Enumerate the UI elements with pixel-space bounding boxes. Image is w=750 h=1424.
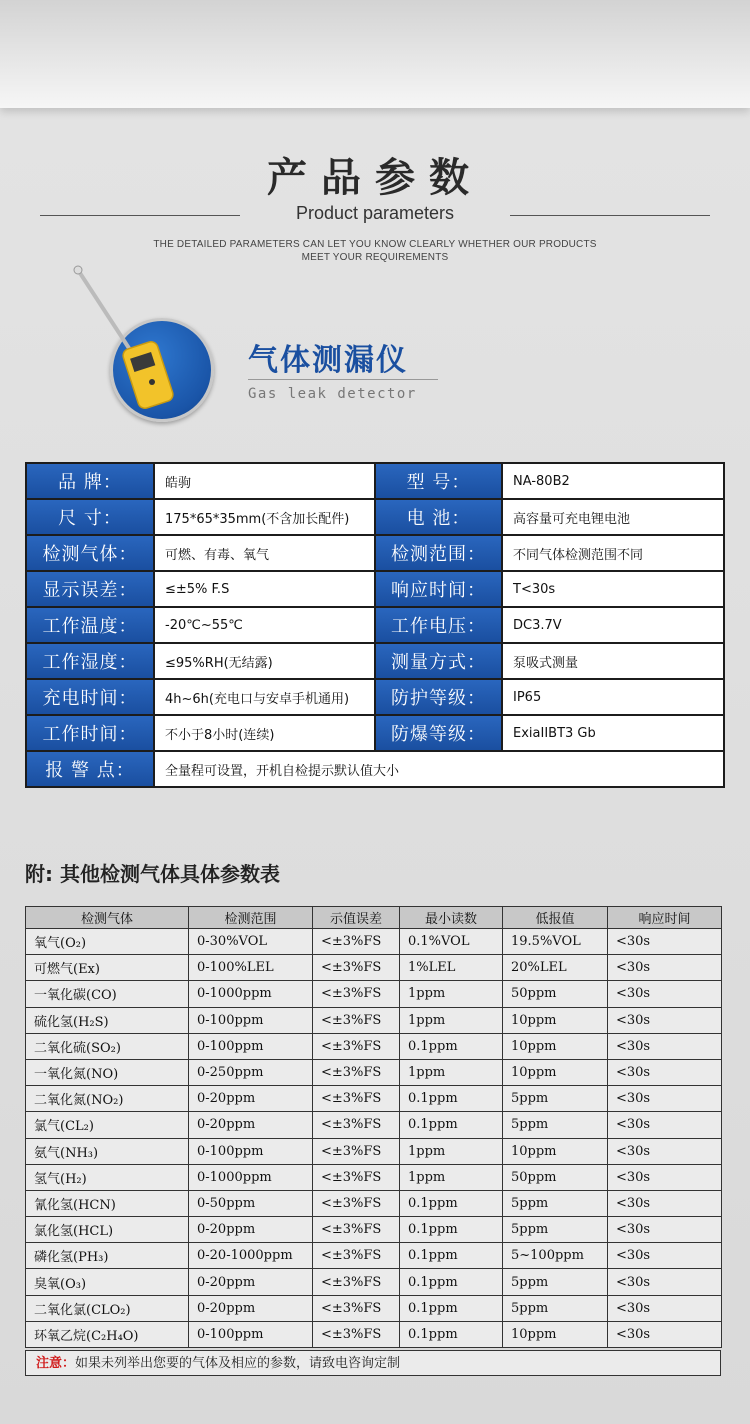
table-cell: <30s [608, 1007, 722, 1033]
spec-value: ≤95%RH(无结露) [154, 643, 375, 679]
table-cell: 0.1ppm [400, 1190, 503, 1216]
spec-label: 报 警 点： [26, 751, 154, 787]
spec-label: 工作电压： [375, 607, 502, 643]
table-cell: 0-20ppm [189, 1112, 313, 1138]
table-cell: 0.1ppm [400, 1321, 503, 1347]
spec-value: NA-80B2 [502, 463, 724, 499]
subtitle-line-1: THE DETAILED PARAMETERS CAN LET YOU KNOW CLEARLY WHETHER OUR PRODUCTS [153, 239, 597, 250]
table-cell: <±3%FS [313, 1007, 400, 1033]
table-cell: 0-30%VOL [189, 929, 313, 955]
table-cell: 0.1ppm [400, 1269, 503, 1295]
table-cell: 环氧乙烷(C₂H₄O) [26, 1321, 189, 1347]
table-cell: 5ppm [503, 1269, 608, 1295]
table-cell: 1%LEL [400, 955, 503, 981]
table-cell: 10ppm [503, 1138, 608, 1164]
table-cell: <30s [608, 929, 722, 955]
spec-value: DC3.7V [502, 607, 724, 643]
spec-value: 4h~6h(充电口与安卓手机通用) [154, 679, 375, 715]
table-cell: <±3%FS [313, 1190, 400, 1216]
spec-row [26, 679, 724, 715]
table-cell: 0-20ppm [189, 1269, 313, 1295]
table-row [26, 955, 722, 981]
spec-row [26, 643, 724, 679]
table-row [26, 1138, 722, 1164]
table-cell: 0.1ppm [400, 1112, 503, 1138]
table-cell: <30s [608, 1321, 722, 1347]
table-cell: 19.5%VOL [503, 929, 608, 955]
table-row [26, 1243, 722, 1269]
title-rule-right [510, 215, 710, 216]
table-cell: <±3%FS [313, 1269, 400, 1295]
spec-table [25, 462, 725, 788]
spec-row [26, 607, 724, 643]
table-cell: 0.1%VOL [400, 929, 503, 955]
table-cell: 5ppm [503, 1217, 608, 1243]
spec-value: -20℃~55℃ [154, 607, 375, 643]
column-header: 检测范围 [189, 907, 313, 929]
spec-label: 检测气体： [26, 535, 154, 571]
spec-label: 工作温度： [26, 607, 154, 643]
spec-row [26, 463, 724, 499]
spec-label: 品 牌： [26, 463, 154, 499]
appendix-title: 附: 其他检测气体具体参数表 [25, 862, 280, 886]
table-cell: <±3%FS [313, 1033, 400, 1059]
table-cell: 5ppm [503, 1295, 608, 1321]
table-row [26, 1007, 722, 1033]
product-name-underline [248, 379, 438, 380]
table-row [26, 1033, 722, 1059]
table-cell: 5ppm [503, 1190, 608, 1216]
spec-value: IP65 [502, 679, 724, 715]
table-cell: 1ppm [400, 1164, 503, 1190]
table-cell: <±3%FS [313, 981, 400, 1007]
table-cell: 0-250ppm [189, 1059, 313, 1085]
table-row [26, 1059, 722, 1085]
spec-value: 可燃、有毒、氧气 [154, 535, 375, 571]
table-cell: 0-100ppm [189, 1033, 313, 1059]
gas-parameter-table [25, 906, 722, 1348]
spec-row [26, 571, 724, 607]
section-subtitle [100, 238, 650, 264]
column-header: 响应时间 [608, 907, 722, 929]
table-cell: 氢气(H₂) [26, 1164, 189, 1190]
table-row [26, 1190, 722, 1216]
table-cell: 0-20ppm [189, 1086, 313, 1112]
table-cell: 5ppm [503, 1112, 608, 1138]
spec-row [26, 535, 724, 571]
table-cell: 10ppm [503, 1033, 608, 1059]
table-cell: 二氧化氯(CLO₂) [26, 1295, 189, 1321]
table-cell: 0-100ppm [189, 1321, 313, 1347]
spec-value: 皓驹 [154, 463, 375, 499]
table-cell: <30s [608, 1059, 722, 1085]
table-cell: <±3%FS [313, 1321, 400, 1347]
table-cell: 二氧化硫(SO₂) [26, 1033, 189, 1059]
table-cell: 一氧化氮(NO) [26, 1059, 189, 1085]
table-cell: 20%LEL [503, 955, 608, 981]
product-name: 气体测漏仪 [248, 343, 408, 378]
table-cell: <30s [608, 1190, 722, 1216]
table-cell: <30s [608, 1138, 722, 1164]
subtitle-line-2: MEET YOUR REQUIREMENTS [301, 252, 449, 263]
table-row [26, 1269, 722, 1295]
table-cell: 0-1000ppm [189, 981, 313, 1007]
table-cell: 0-20ppm [189, 1217, 313, 1243]
table-cell: 可燃气(Ex) [26, 955, 189, 981]
column-header: 低报值 [503, 907, 608, 929]
top-banner [0, 0, 750, 108]
table-row [26, 1217, 722, 1243]
spec-label: 尺 寸： [26, 499, 154, 535]
spec-label: 电 池： [375, 499, 502, 535]
table-cell: 5ppm [503, 1086, 608, 1112]
table-row [26, 1086, 722, 1112]
spec-value: T<30s [502, 571, 724, 607]
table-cell: <±3%FS [313, 1138, 400, 1164]
table-cell: 50ppm [503, 1164, 608, 1190]
table-cell: <±3%FS [313, 1112, 400, 1138]
table-cell: <30s [608, 1217, 722, 1243]
table-cell: 0.1ppm [400, 1217, 503, 1243]
section-title-en: Product parameters [295, 203, 455, 223]
table-cell: <±3%FS [313, 955, 400, 981]
table-cell: 0.1ppm [400, 1243, 503, 1269]
spec-row-alarm [26, 751, 724, 787]
table-cell: 氰化氢(HCN) [26, 1190, 189, 1216]
spec-value: 全量程可设置，开机自检提示默认值大小 [154, 751, 724, 787]
table-cell: <±3%FS [313, 1086, 400, 1112]
table-cell: <30s [608, 1112, 722, 1138]
table-cell: 氨气(NH₃) [26, 1138, 189, 1164]
table-cell: <±3%FS [313, 1295, 400, 1321]
spec-value: ExiaIIBT3 Gb [502, 715, 724, 751]
table-cell: 氧气(O₂) [26, 929, 189, 955]
table-cell: 硫化氢(H₂S) [26, 1007, 189, 1033]
product-name-en: Gas leak detector [248, 386, 417, 402]
contact-note [25, 1350, 721, 1376]
table-cell: 1ppm [400, 1059, 503, 1085]
spec-label: 工作湿度： [26, 643, 154, 679]
table-row [26, 1112, 722, 1138]
table-cell: <30s [608, 1243, 722, 1269]
spec-row [26, 499, 724, 535]
table-cell: 0-20-1000ppm [189, 1243, 313, 1269]
spec-label: 测量方式： [375, 643, 502, 679]
note-text: 如果未列举出您要的气体及相应的参数，请致电咨询定制 [75, 1356, 401, 1371]
table-cell: <30s [608, 955, 722, 981]
table-cell: 10ppm [503, 1321, 608, 1347]
spec-value: 高容量可充电锂电池 [502, 499, 724, 535]
section-title: 产品参数 [267, 155, 483, 201]
table-cell: 50ppm [503, 981, 608, 1007]
table-row [26, 1164, 722, 1190]
column-header: 检测气体 [26, 907, 189, 929]
table-cell: 氯气(CL₂) [26, 1112, 189, 1138]
column-header: 最小读数 [400, 907, 503, 929]
spec-value: 不小于8小时(连续) [154, 715, 375, 751]
spec-label: 防护等级： [375, 679, 502, 715]
table-cell: <±3%FS [313, 1059, 400, 1085]
spec-row [26, 715, 724, 751]
table-cell: 1ppm [400, 1007, 503, 1033]
note-label: 注意： [36, 1356, 76, 1371]
table-cell: 0-50ppm [189, 1190, 313, 1216]
table-cell: 磷化氢(PH₃) [26, 1243, 189, 1269]
spec-label: 响应时间： [375, 571, 502, 607]
table-cell: 0.1ppm [400, 1295, 503, 1321]
table-cell: 10ppm [503, 1007, 608, 1033]
table-cell: 1ppm [400, 981, 503, 1007]
table-row [26, 981, 722, 1007]
table-cell: <±3%FS [313, 1217, 400, 1243]
table-cell: 0-100%LEL [189, 955, 313, 981]
column-header: 示值误差 [313, 907, 400, 929]
table-cell: <30s [608, 1295, 722, 1321]
table-cell: <30s [608, 981, 722, 1007]
table-cell: <30s [608, 1164, 722, 1190]
table-cell: 臭氧(O₃) [26, 1269, 189, 1295]
spec-label: 检测范围： [375, 535, 502, 571]
table-cell: 0.1ppm [400, 1033, 503, 1059]
spec-label: 工作时间： [26, 715, 154, 751]
table-cell: 0.1ppm [400, 1086, 503, 1112]
spec-value: ≤±5% F.S [154, 571, 375, 607]
table-cell: 5~100ppm [503, 1243, 608, 1269]
spec-label: 型 号： [375, 463, 502, 499]
table-row [26, 1295, 722, 1321]
table-cell: <±3%FS [313, 929, 400, 955]
table-cell: 氯化氢(HCL) [26, 1217, 189, 1243]
spec-value: 不同气体检测范围不同 [502, 535, 724, 571]
table-cell: 0-100ppm [189, 1138, 313, 1164]
spec-label: 防爆等级： [375, 715, 502, 751]
table-cell: <30s [608, 1033, 722, 1059]
table-cell: <30s [608, 1086, 722, 1112]
table-cell: <±3%FS [313, 1164, 400, 1190]
table-cell: 0-1000ppm [189, 1164, 313, 1190]
table-cell: <±3%FS [313, 1243, 400, 1269]
table-cell: 0-20ppm [189, 1295, 313, 1321]
gas-detector-icon [66, 262, 196, 422]
table-cell: 1ppm [400, 1138, 503, 1164]
table-cell: 一氧化碳(CO) [26, 981, 189, 1007]
table-row [26, 1321, 722, 1347]
spec-value: 泵吸式测量 [502, 643, 724, 679]
table-cell: 0-100ppm [189, 1007, 313, 1033]
table-cell: 二氧化氮(NO₂) [26, 1086, 189, 1112]
spec-value: 175*65*35mm(不含加长配件) [154, 499, 375, 535]
table-cell: <30s [608, 1269, 722, 1295]
spec-label: 显示误差： [26, 571, 154, 607]
table-cell: 10ppm [503, 1059, 608, 1085]
spec-label: 充电时间： [26, 679, 154, 715]
table-row [26, 929, 722, 955]
